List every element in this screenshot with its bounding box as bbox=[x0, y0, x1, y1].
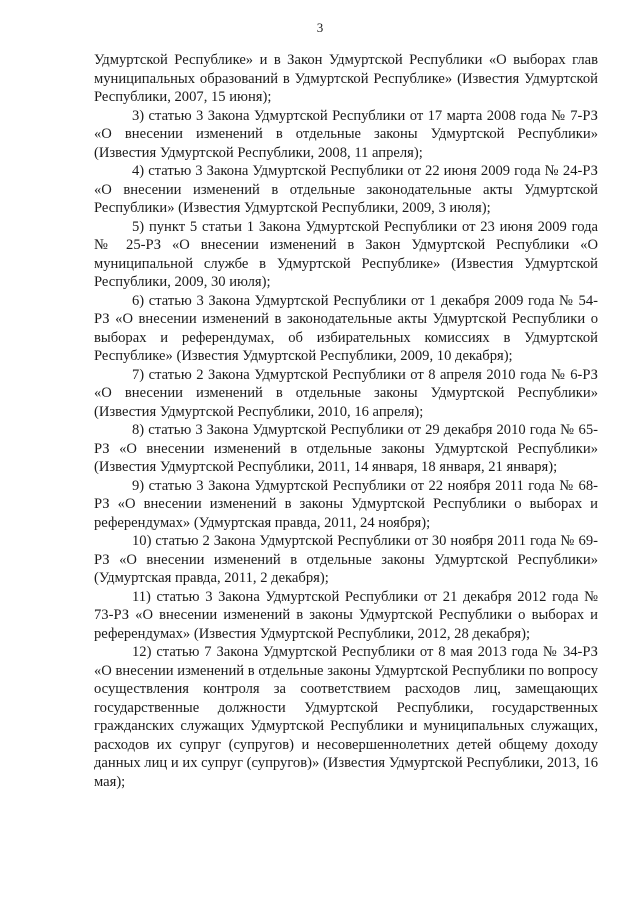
paragraph-continuation: Удмуртской Республике» и в Закон Удмуртской Республики «О выборах глав муниципальных образований в Удмуртской Республике» (Известия Удмуртской Республики, 2007, 15 июня); bbox=[94, 52, 598, 105]
paragraph-item-5: 5) пункт 5 статьи 1 Закона Удмуртской Республики от 23 июня 2009 года № 25-РЗ «О внесении изменений в Закон Удмуртской Республики «О муниципальной службе в Удмуртской Республике» (Известия Удмуртской Республики, 2009, 30 июля); bbox=[94, 218, 598, 290]
paragraph-item-8: 8) статью 3 Закона Удмуртской Республики от 29 декабря 2010 года № 65-РЗ «О внесении изменений в отдельные законы Удмуртской Республики» (Известия Удмуртской Республики, 2011, 14 января, 18 января, 21 января); bbox=[94, 422, 598, 475]
paragraph-item-4: 4) статью 3 Закона Удмуртской Республики от 22 июня 2009 года № 24-РЗ «О внесении изменений в отдельные законодательные акты Удмуртской Республики» (Известия Удмуртской Республики, 2009, 3 июля); bbox=[94, 163, 598, 216]
paragraph-item-10: 10) статью 2 Закона Удмуртской Республики от 30 ноября 2011 года № 69-РЗ «О внесении изменений в отдельные законы Удмуртской Республики» (Удмуртская правда, 2011, 2 декабря); bbox=[94, 533, 598, 586]
page-number: 3 bbox=[316, 20, 324, 35]
paragraph-item-9: 9) статью 3 Закона Удмуртской Республики от 22 ноября 2011 года № 68-РЗ «О внесении изменений в законы Удмуртской Республики о выборах и референдумах» (Удмуртская правда, 2011, 24 ноября); bbox=[94, 477, 598, 531]
paragraph-item-11: 11) статью 3 Закона Удмуртской Республики от 21 декабря 2012 года № 73-РЗ «О внесении изменений в законы Удмуртской Республики о выборах и референдумах» (Известия Удмуртской Республики, 2012, 28 декабря); bbox=[94, 588, 598, 642]
paragraph-item-12: 12) статью 7 Закона Удмуртской Республики от 8 мая 2013 года № 34-РЗ «О внесении изменений в отдельные законы Удмуртской Республики по вопросу осуществления контроля за соответствием расходов лиц, замещающих государственные должности Удмуртской Республики, государственных гражданских служащих Удмуртской Республики и муниципальных служащих, расходов их супруг (супругов) и несовершеннолетних детей общему доходу данных лиц и их супруг (супругов)» (Известия Удмуртской Республики, 2013, 16 мая); bbox=[94, 644, 598, 790]
paragraph-item-7: 7) статью 2 Закона Удмуртской Республики от 8 апреля 2010 года № 6-РЗ «О внесении изменений в отдельные законы Удмуртской Республики» (Известия Удмуртской Республики, 2010, 16 апреля); bbox=[94, 366, 598, 420]
paragraph-item-6: 6) статью 3 Закона Удмуртской Республики от 1 декабря 2009 года № 54-РЗ «О внесении изменений в законодательные акты Удмуртской Республики о выборах и референдумах, об избирательных комиссиях в Удмуртской Республике» (Известия Удмуртской Республики, 2009, 10 декабря); bbox=[94, 292, 598, 364]
document-body bbox=[94, 51, 598, 791]
paragraph-item-3: 3) статью 3 Закона Удмуртской Республики от 17 марта 2008 года № 7-РЗ «О внесении изменений в отдельные законы Удмуртской Республики» (Известия Удмуртской Республики, 2008, 11 апреля); bbox=[94, 107, 598, 161]
